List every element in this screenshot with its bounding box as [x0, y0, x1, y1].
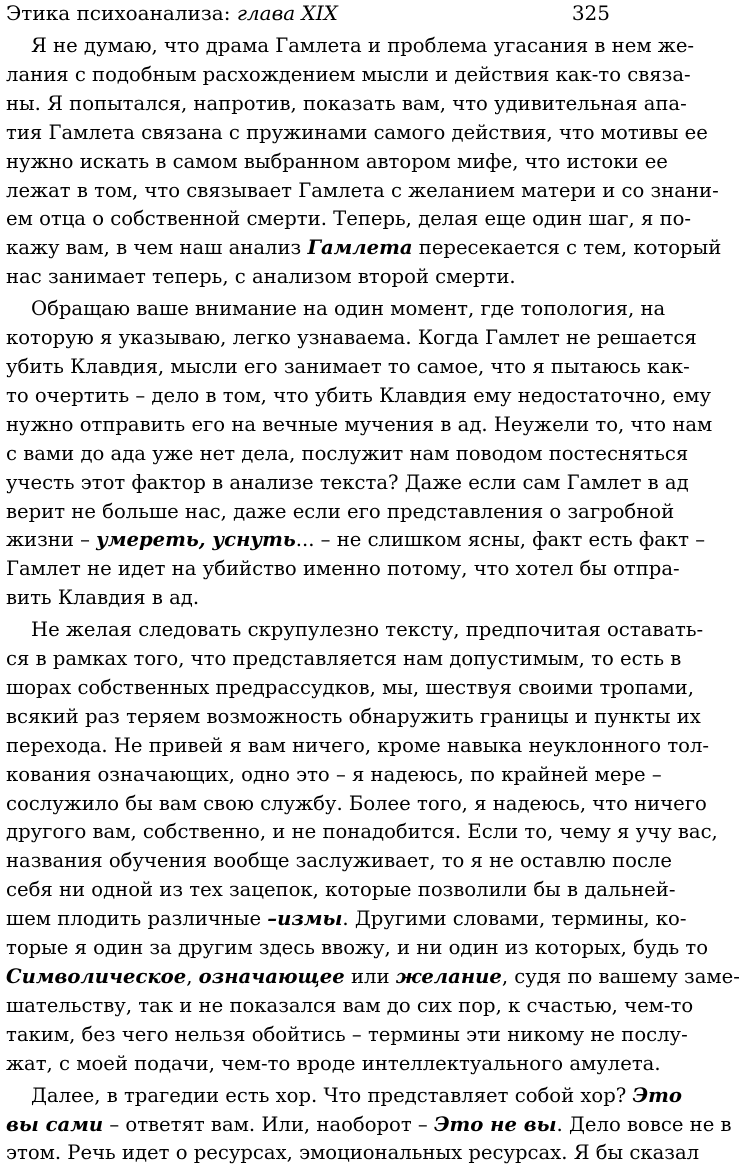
- text-line: [6, 1082, 682, 1111]
- text-run: жизни –: [6, 528, 97, 552]
- text-line: [6, 1050, 661, 1079]
- paragraph: [6, 32, 722, 292]
- text-line: [6, 440, 689, 469]
- text-line: [6, 295, 666, 324]
- text-line: [6, 1021, 688, 1050]
- book-title: Этика психоанализа:: [6, 1, 237, 25]
- text-run: Не желая следовать скрупулезно тексту, предпочитая оставать-: [31, 618, 704, 642]
- italic-text: Гамлета: [307, 236, 413, 260]
- text-line: [6, 324, 697, 353]
- text-run: шорах собственных предрассудков, мы, шествуя своими тропами,: [6, 675, 694, 699]
- text-line: [6, 32, 695, 61]
- text-run: кования означающих, одно это – я надеюсь, по крайней мере –: [6, 762, 662, 786]
- text-line: [6, 148, 668, 177]
- text-run: – ответят вам. Или, наоборот –: [103, 1112, 434, 1136]
- text-run: ны. Я попытался, напротив, показать вам, что удивительная апа-: [6, 91, 687, 115]
- paragraph: [6, 295, 713, 613]
- text-line: [6, 498, 675, 527]
- text-line: [6, 177, 719, 206]
- text-line: [6, 761, 662, 790]
- italic-text: –измы: [267, 907, 343, 931]
- text-run: с вами до ада уже нет дела, послужит нам поводом постесняться: [6, 441, 689, 465]
- text-line: [6, 732, 710, 761]
- text-run: пересекается с тем, который: [412, 236, 722, 260]
- text-run: шем плодить различные: [6, 907, 268, 931]
- text-line: [6, 992, 694, 1021]
- text-line: [6, 205, 692, 234]
- text-run: ,: [186, 965, 199, 988]
- text-run: вить Клавдия в ад.: [6, 586, 200, 610]
- text-run: шательству, так и не показался вам до сих пор, к счастью, чем-то: [6, 993, 694, 1017]
- text-run: то очертить – дело в том, что убить Клавдия ему недостаточно, ему: [6, 383, 711, 407]
- text-run: этом. Речь идет о ресурсах, эмоциональных ресурсах. Я бы сказал: [6, 1141, 700, 1165]
- italic-text: Это: [632, 1083, 682, 1107]
- text-run: учесть этот фактор в анализе текста? Даже если сам Гамлет в ад: [6, 470, 689, 494]
- text-run: . Другими словами, термины, ко-: [342, 907, 687, 931]
- text-line: [6, 90, 687, 119]
- text-line: [6, 353, 690, 382]
- italic-text: Символическое: [6, 965, 187, 988]
- text-run: торые я один за другим здесь ввожу, и ни один из которых, будь то: [6, 936, 709, 960]
- text-run: Обращаю ваше внимание на один момент, где топология, на: [31, 297, 666, 321]
- text-line: [6, 876, 676, 905]
- text-line: [6, 674, 694, 703]
- text-run: жат, с моей подачи, чем-то вроде интеллектуального амулета.: [6, 1051, 661, 1075]
- text-run: ... – не слишком ясны, факт есть факт –: [295, 528, 705, 552]
- text-run: названия обучения вообще заслуживает, то я не оставлю после: [6, 849, 672, 873]
- text-run: Гамлет не идет на убийство именно потому, что хотел бы отпра-: [6, 557, 680, 581]
- text-run: всякий раз теряем возможность обнаружить границы и пункты их: [6, 704, 701, 728]
- running-head-title: [6, 0, 338, 26]
- text-run: кажу вам, в чем наш анализ: [6, 236, 308, 260]
- text-run: верит не больше нас, даже если его представления о загробной: [6, 499, 675, 523]
- text-line: [6, 963, 740, 992]
- text-run: убить Клавдия, мысли его занимает то самое, что я пытаюсь как-: [6, 354, 690, 378]
- text-run: , судя по вашему заме-: [501, 965, 740, 988]
- italic-text: означающее: [198, 965, 345, 988]
- text-line: [6, 1139, 700, 1168]
- italic-text: вы сами: [6, 1112, 104, 1136]
- italic-text: желание: [395, 965, 502, 988]
- text-run: таким, без чего нельзя обойтись – термины эти никому не послу-: [6, 1022, 688, 1046]
- text-run: которую я указываю, легко узнаваема. Когда Гамлет не решается: [6, 326, 697, 350]
- text-run: Далее, в трагедии есть хор. Что представляет собой хор?: [31, 1083, 633, 1107]
- text-line: [6, 703, 701, 732]
- text-line: [6, 411, 713, 440]
- italic-text: Это не вы: [433, 1112, 557, 1136]
- text-line: [6, 645, 682, 674]
- text-run: . Дело вовсе не в: [556, 1112, 732, 1136]
- text-line: [6, 263, 612, 292]
- text-line: [6, 469, 689, 498]
- text-run: или: [344, 965, 396, 988]
- text-run: сослужило бы вам свою службу. Более того, я надеюсь, что ничего: [6, 791, 707, 815]
- italic-text: умереть, уснуть: [96, 528, 296, 552]
- text-run: нас занимает теперь, с анализом второй смерти.: [6, 265, 516, 289]
- paragraph: [6, 1082, 732, 1168]
- page-number: 325: [571, 1, 610, 25]
- text-run: нужно искать в самом выбранном автором мифе, что истоки ее: [6, 149, 668, 173]
- text-line: [6, 382, 711, 411]
- text-line: [6, 616, 704, 645]
- text-run: нужно отправить его на вечные мучения в ад. Неужели то, что нам: [6, 412, 713, 436]
- body-text: [6, 32, 740, 1168]
- text-run: другого вам, собственно, и не понадобится. Если то, чему я учу вас,: [6, 820, 718, 844]
- chapter-label: глава XIX: [236, 1, 338, 25]
- text-line: [6, 234, 722, 263]
- text-line: [6, 584, 612, 613]
- text-run: лания с подобным расхождением мысли и действия как-то связа-: [6, 62, 691, 86]
- text-line: [6, 555, 680, 584]
- text-line: [6, 526, 705, 555]
- text-line: [6, 905, 687, 934]
- text-line: [6, 119, 708, 148]
- text-run: ся в рамках того, что представляется нам допустимым, то есть в: [6, 647, 682, 671]
- text-run: ем отца о собственной смерти. Теперь, делая еще один шаг, я по-: [6, 207, 692, 231]
- running-head: [6, 0, 612, 30]
- text-run: лежат в том, что связывает Гамлета с желанием матери и со знани-: [6, 178, 719, 202]
- book-page: [6, 0, 740, 1165]
- text-line: [6, 1111, 732, 1140]
- text-line: [6, 61, 691, 90]
- text-line: [6, 934, 709, 963]
- text-run: Я не думаю, что драма Гамлета и проблема угасания в нем же-: [31, 34, 695, 57]
- text-line: [6, 818, 718, 847]
- paragraph: [6, 616, 740, 1079]
- text-line: [6, 847, 672, 876]
- text-line: [6, 790, 707, 819]
- text-run: себя ни одной из тех зацепок, которые позволили бы в дальней-: [6, 878, 676, 902]
- text-run: перехода. Не привей я вам ничего, кроме навыка неуклонного тол-: [6, 733, 710, 757]
- text-run: тия Гамлета связана с пружинами самого действия, что мотивы ее: [6, 120, 708, 144]
